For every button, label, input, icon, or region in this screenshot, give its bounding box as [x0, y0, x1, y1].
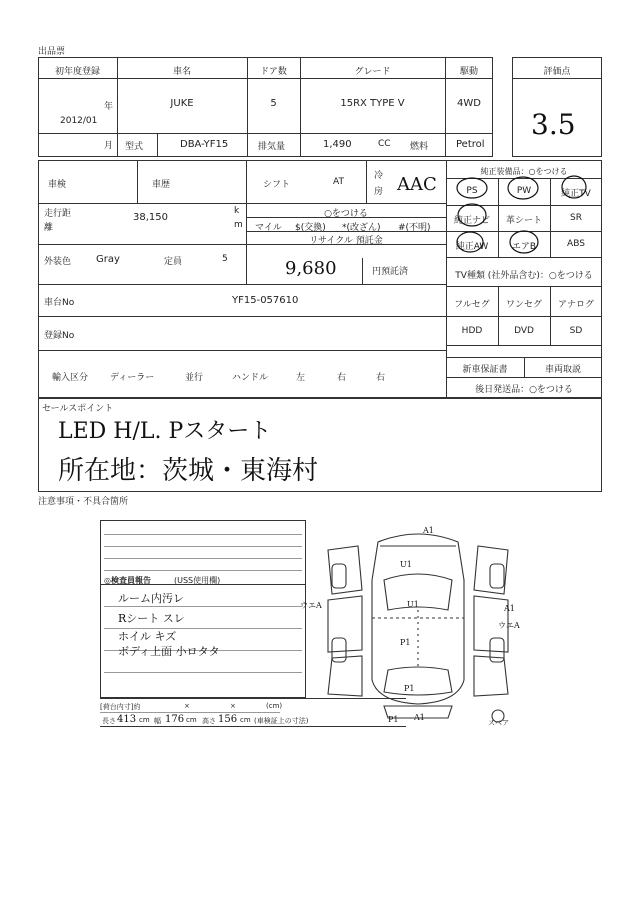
equipment-title: 純正装備品：○をつける	[480, 167, 568, 176]
equip-leather: 革シート	[505, 216, 542, 226]
km-1: k	[234, 206, 240, 216]
equip-abs: ABS	[567, 239, 585, 249]
width-value: 176	[165, 714, 185, 725]
mark-note: ○をつける	[324, 209, 368, 219]
height-value: 156	[218, 714, 238, 725]
first-reg-label: 初年度登録	[54, 67, 100, 77]
color-value: Gray	[96, 254, 120, 265]
color-label: 外装色	[44, 257, 72, 267]
mileage-label-2: 離	[44, 223, 54, 233]
tv-analog: アナログ	[557, 300, 594, 310]
tv-oneseg: ワンセグ	[505, 300, 542, 310]
capacity-label: 定員	[164, 257, 183, 267]
doors-label: ドア数	[260, 67, 287, 77]
model-label: 型式	[125, 142, 144, 152]
later-docs-label: 後日発送品：○をつける	[475, 385, 573, 395]
shift-value: AT	[333, 177, 344, 187]
score-label: 評価点	[543, 67, 571, 77]
score-value: 3.5	[531, 108, 576, 141]
sales-point-line1: LED H/L. Pスタート	[58, 419, 272, 444]
chassis-label: 車台No	[44, 298, 75, 308]
year-mark: 年	[104, 102, 114, 112]
left-label: 左	[296, 373, 306, 383]
manual-label: 車両取説	[544, 365, 581, 375]
damage-mark-5: A1	[504, 604, 515, 613]
km-2: m	[234, 220, 243, 230]
damage-mark-1: A1	[423, 526, 434, 535]
notes-label: 注意事項・不具合箇所	[38, 497, 129, 507]
recycle-deposit: 円預託済	[372, 267, 409, 277]
equip-sr: SR	[570, 213, 582, 223]
damage-mark-4: ウエA	[300, 601, 322, 610]
length-cm: cm	[139, 716, 150, 724]
damage-mark-8: P1	[404, 684, 415, 693]
equip-aw: 純正AW	[455, 242, 489, 252]
damage-mark-9: P1	[388, 715, 399, 724]
report-item-2: Rシート スレ	[118, 612, 185, 625]
width-label: 幅	[154, 717, 161, 725]
warranty-label: 新車保証書	[462, 365, 508, 375]
length-value: 413	[117, 714, 137, 725]
reg-label: 登録No	[44, 331, 75, 341]
inspection-report-title: ◎検査員報告	[104, 576, 151, 585]
doors-value: 5	[270, 98, 277, 109]
equip-pw: PW	[516, 186, 532, 196]
length-label: 長さ	[102, 717, 116, 725]
height-label: 高さ	[202, 717, 216, 725]
modified-label: *(改ざん)	[342, 223, 381, 233]
cargo-times-1: ×	[184, 702, 190, 710]
recycle-label: リサイクル 預託金	[309, 236, 383, 246]
media-dvd: DVD	[514, 326, 534, 336]
damage-mark-6: ウエA	[498, 621, 520, 630]
handle-label: ハンドル	[232, 373, 269, 383]
displacement-value: 1,490	[323, 139, 352, 150]
shift-label: シフト	[263, 180, 291, 190]
ac-value: AAC	[397, 174, 437, 195]
cargo-label: [荷台内寸]約	[100, 703, 141, 711]
media-hdd: HDD	[461, 326, 483, 336]
car-name-label: 車名	[172, 67, 191, 77]
dealer-label: ディーラー	[110, 373, 155, 383]
inspection-label: 車検	[48, 180, 67, 190]
width-cm: cm	[186, 716, 197, 724]
media-sd: SD	[569, 326, 583, 336]
damage-mark-10: A1	[414, 713, 425, 722]
first-reg-value: 2012/01	[60, 116, 98, 126]
ac-label-1: 冷	[374, 171, 384, 181]
equip-airbag: エアB	[511, 242, 537, 252]
capacity-value: 5	[222, 254, 228, 264]
sales-point-line2: 所在地：茨城・東海村	[58, 456, 319, 486]
equipment-circle-marks	[446, 170, 602, 260]
report-item-1: ルーム内汚レ	[118, 592, 184, 605]
height-cm: cm	[240, 716, 251, 724]
right-label: 右	[337, 373, 347, 383]
car-name-value: JUKE	[170, 98, 194, 109]
grade-label: グレード	[354, 67, 391, 77]
fuel-label: 燃料	[410, 142, 429, 152]
fuel-value: Petrol	[456, 139, 485, 150]
damage-mark-3: U1	[407, 600, 419, 609]
damage-mark-7: P1	[400, 638, 411, 647]
car-damage-diagram	[318, 520, 518, 725]
inspection-report-subtitle: (USS使用欄)	[174, 576, 221, 585]
report-item-3: ホイル キズ	[118, 630, 177, 643]
sales-point-label: セールスポイント	[42, 404, 114, 414]
right-label-2: 右	[376, 373, 386, 383]
tv-type-label: TV種類 (社外品含む)：○をつける	[455, 271, 593, 281]
displacement-label: 排気量	[258, 142, 286, 152]
drive-label: 駆動	[459, 67, 478, 77]
spare-label: スペア	[488, 719, 509, 727]
tv-fullseg: フルセグ	[454, 300, 490, 310]
month-mark: 月	[104, 141, 114, 151]
mileage-value: 38,150	[133, 212, 168, 223]
chassis-value: YF15-057610	[232, 295, 299, 306]
report-item-4: ボディ上面 小ロタタ	[118, 645, 220, 658]
grade-value: 15RX TYPE V	[340, 98, 405, 109]
equip-tv: 純正TV	[561, 189, 591, 199]
drive-value: 4WD	[457, 98, 481, 109]
recycle-value: 9,680	[285, 258, 337, 279]
mileage-label-1: 走行距	[44, 209, 72, 219]
ac-label-2: 房	[374, 187, 384, 197]
import-label: 輸入区分	[52, 373, 89, 383]
model-value: DBA-YF15	[180, 139, 229, 150]
cargo-cm: (cm)	[266, 702, 283, 710]
exchange-label: $(交換)	[295, 223, 326, 233]
cc-unit: CC	[378, 139, 391, 149]
cargo-times-2: ×	[230, 702, 236, 710]
parallel-label: 並行	[185, 373, 204, 383]
unknown-label: #(不明)	[398, 223, 431, 233]
size-note: (車検証上の寸法)	[254, 717, 309, 725]
history-label: 車歴	[152, 180, 171, 190]
equip-ps: PS	[466, 186, 478, 196]
damage-mark-2: U1	[400, 560, 412, 569]
mile-label: マイル	[255, 223, 282, 233]
document-title: 出品票	[38, 47, 66, 57]
equip-navi: 純正ナビ	[453, 216, 490, 226]
